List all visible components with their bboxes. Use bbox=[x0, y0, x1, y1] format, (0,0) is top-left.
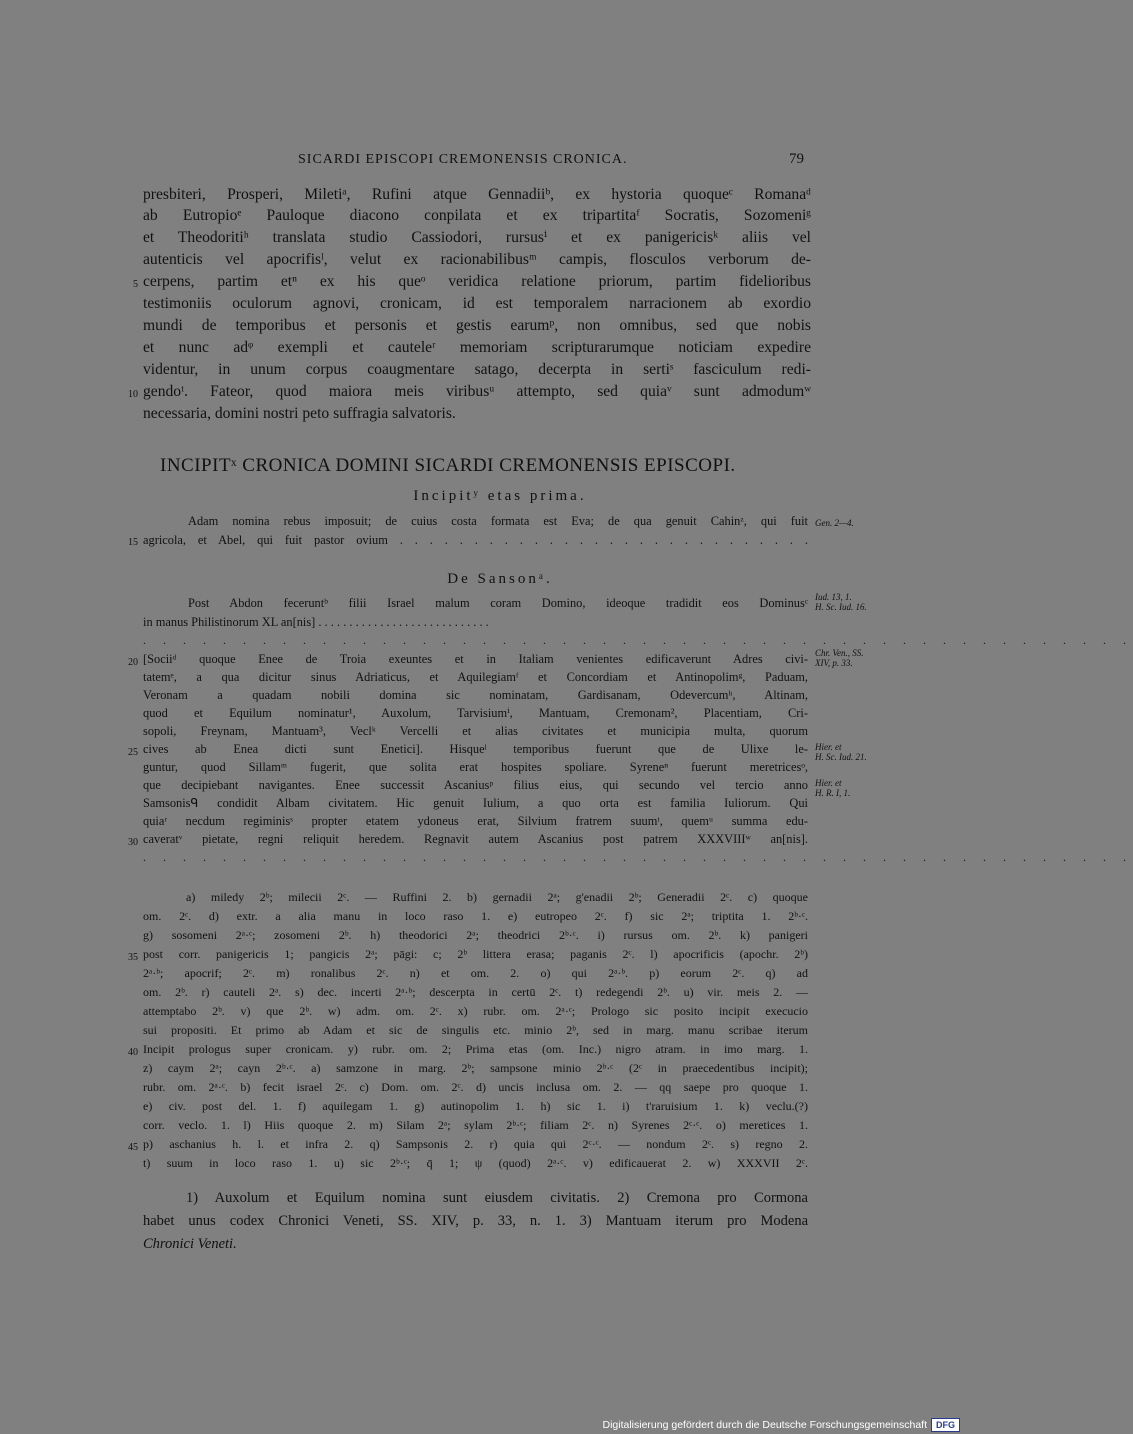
text-line: Samsonisᑫ condidit Albam civitatem. Hic genuit Iulium, a quo orta est familia Iuliorum. Qui bbox=[143, 796, 808, 810]
margin-reference: Gen. 2—4. bbox=[815, 518, 854, 528]
line-number: 30 bbox=[128, 837, 138, 848]
apparatus-line: e) civ. post del. 1. f) aquilegam 1. g) autinopolim 1. h) sic 1. i) t'raruisium 1. k) veclu.(?) bbox=[143, 1099, 808, 1113]
line-number: 5 bbox=[133, 279, 138, 290]
margin-reference-line: Iud. 13, 1. bbox=[815, 592, 852, 602]
margin-reference bbox=[815, 778, 850, 798]
text-line: Veronam a quadam nobili domina sic nominatam, Gardisanam, Odeverᴄumʰ, Altinam, bbox=[143, 688, 808, 702]
apparatus-line: a) miledy 2ᵇ; milecii 2ᶜ. — Ruffini 2. b) gernadii 2ᵃ; g'enadii 2ᵇ; Generadii 2ᶜ. c) quoque bbox=[186, 890, 808, 904]
apparatus-line: post corr. panigericis 1; pangicis 2ᵃ; pāgi: c; 2ᵇ littera erasa; paganis 2ᶜ. l) apocrificis (apochr. 2ᵇ) bbox=[143, 947, 808, 961]
text-line: presbiteri, Prosperi, Miletiᵃ, Rufini atque Gennadiiᵇ, ex hystoria quoqueᶜ Romanaᵈ bbox=[143, 186, 811, 203]
text-line: et nunc adᵠ exempli et cauteleʳ memoriam scripturarumque noticiam expedire bbox=[143, 339, 811, 356]
line-number: 20 bbox=[128, 657, 138, 668]
text-line: sopoli, Freynam, Mantuam³, Veclᵏ Vercelli et alias civitates et municipia multa, quorum bbox=[143, 724, 808, 738]
subsection-title: De Sansonᵃ. bbox=[447, 571, 553, 587]
text-line: tatemᵉ, a qua dicitur sinus Adriaticus, et Aquilegiamᶠ et Concordiam et Antinopolimᵍ, Paduam, bbox=[143, 670, 808, 684]
text-line: Adam nomina rebus imposuit; de cuius costa formata est Eva; de qua genuit Cahinᶻ, qui fuit bbox=[188, 514, 808, 528]
text-line: caveratᵛ pietate, regni reliquit heredem. Regnavit autem Ascanius post patrem XXXVIIIʷ an[nis]. bbox=[143, 832, 808, 846]
margin-reference-line: Hier. et bbox=[815, 742, 842, 752]
text-line: Post Abdon feceruntᵇ filii Israel malum coram Domino, ideoque tradidit eos Dominusᶜ bbox=[188, 596, 808, 610]
text-line: necessaria, domini nostri peto suffragia salvatoris. bbox=[143, 405, 456, 422]
text-line: gendoᵗ. Fateor, quod maiora meis viribusᵘ attempto, sed quiaᵛ sunt admodumʷ bbox=[143, 383, 811, 400]
footnote-line: 1) Auxolum et Equilum nomina sunt eiusdem civitatis. 2) Cremona pro Cormona bbox=[186, 1190, 808, 1206]
margin-reference-line: H. Sc. Iud. 16. bbox=[815, 602, 867, 612]
margin-reference-line: Hier. et bbox=[815, 778, 842, 788]
margin-reference bbox=[815, 742, 867, 762]
text-line: agricola, et Abel, qui fuit pastor ovium . . . . . . . . . . . . . . . . . . . . . . . . . . . . bbox=[143, 533, 808, 547]
text-line: quiaʳ necdum regiminisˢ propter etatem ydoneus erat, Silvium fratrem suumᵗ, quemᵘ summa edu- bbox=[143, 814, 808, 828]
text-line: testimoniis oculorum agnovi, cronicam, id est temporalem narracionem ab exordio bbox=[143, 295, 811, 312]
apparatus-line: t) suum in loco raso 1. u) sic 2ᵇ·ᶜ; q̄ 1; ψ (quod) 2ᵃ·ᶜ. v) edificauerat 2. w) XXXVII 2ᶜ. bbox=[143, 1156, 808, 1170]
ellipsis-dots: . . . . . . . . . . . . . . . . . . . . . . . . . . . . . . . . . . . . . . . . . . . . . . . . . . bbox=[143, 633, 1133, 647]
apparatus-line: 2ᵃ·ᵇ; apocrif; 2ᶜ. m) ronalibus 2ᶜ. n) et om. 2. o) qui 2ᵃ·ᵇ. p) eorum 2ᶜ. q) ad bbox=[143, 966, 808, 980]
margin-reference bbox=[815, 592, 867, 612]
credit-text: Digitalisierung gefördert durch die Deutsche Forschungsgemeinschaft bbox=[602, 1419, 927, 1431]
apparatus-line: rubr. om. 2ᵃ·ᶜ. b) fecit israel 2ᶜ. c) Dom. om. 2ᶜ. d) uncis inclusa om. 2. — qq saepe pro quoque 1. bbox=[143, 1080, 808, 1094]
line-number: 45 bbox=[128, 1142, 138, 1153]
text-line: in manus Philistinorum XL an[nis] . . . . . . . . . . . . . . . . . . . . . . . . . . . . bbox=[143, 615, 489, 629]
text-line: guntur, quod Sillamᵐ fugerit, que solita erat hospites spoliare. Syreneⁿ fuerunt meretricesᵒ, bbox=[143, 760, 808, 774]
text-line: autenticis vel apocrifisˡ, velut ex racionabilibusᵐ campis, flosculos verborum de- bbox=[143, 251, 811, 268]
text-line: cerpens, partim etⁿ ex his queᵒ veridica relatione priorum, partim fidelioribus bbox=[143, 273, 811, 290]
margin-reference bbox=[815, 648, 864, 668]
apparatus-line: attemptabo 2ᵇ. v) que 2ᵇ. w) adm. om. 2ᶜ. x) rubr. om. 2ᵃ·ᶜ; Prologo sic posito incipit execucio bbox=[143, 1004, 808, 1018]
apparatus-line: corr. veclo. 1. l) Hiis quoque 2. m) Silam 2ᵃ; sylam 2ᵇ·ᶜ; filiam 2ᶜ. n) Syrenes 2ᶜ·ᶜ. o) meretices 1. bbox=[143, 1118, 808, 1132]
text-line: quod et Equilum nominatur¹, Auxolum, Tarvisiumⁱ, Mantuam, Cremonam², Placentiam, Cri- bbox=[143, 706, 808, 720]
apparatus-line: sui propositi. Et primo ab Adam et sic de singulis etc. minio 2ᵇ, sed in marg. manu scribae iterum bbox=[143, 1023, 808, 1037]
margin-reference-line: H. Sc. Iud. 21. bbox=[815, 752, 867, 762]
line-number: 35 bbox=[128, 952, 138, 963]
section-title: INCIPITˣ CRONICA DOMINI SICARDI CREMONENSIS EPISCOPI. bbox=[160, 455, 736, 476]
apparatus-line: z) caym 2ᵃ; cayn 2ᵇ·ᶜ. a) samzone in marg. 2ᵇ; sampsone minio 2ᵇ·ᶜ (2ᶜ in praecedentibus incipit); bbox=[143, 1061, 808, 1075]
apparatus-line: g) sosomeni 2ᵃ·ᶜ; zosomeni 2ᵇ. h) theodorici 2ᵃ; theodrici 2ᵇ·ᶜ. i) rursus om. 2ᵇ. k) panigeri bbox=[143, 928, 808, 942]
text-line: [Sociiᵈ quoque Enee de Troia exeuntes et in Italiam venientes edificaverunt Adres civi- bbox=[143, 652, 808, 666]
margin-reference-line: Chr. Ven., SS. bbox=[815, 648, 864, 658]
line-number: 15 bbox=[128, 537, 138, 548]
apparatus-line: om. 2ᵇ. r) cauteli 2ᵃ. s) dec. incerti 2ᵃ·ᵇ; descerpta in certū 2ᶜ. t) redegendi 2ᵇ. u) vir. meis 2. — bbox=[143, 985, 808, 999]
subsection-title: Incipitʸ etas prima. bbox=[413, 488, 587, 504]
line-number: 40 bbox=[128, 1047, 138, 1058]
text-line: cives ab Enea dicti sunt Enetici]. Hisqueˡ temporibus fuerunt que de Ulixe le- bbox=[143, 742, 808, 756]
text-line: mundi de temporibus et personis et gestis earumᵖ, non omnibus, sed que nobis bbox=[143, 317, 811, 334]
page-number: 79 bbox=[789, 151, 804, 167]
line-number: 25 bbox=[128, 747, 138, 758]
apparatus-line: Incipit prologus super cronicam. y) rubr. om. 2; Prima etas (om. Inc.) nigro atram. in imo marg. 1. bbox=[143, 1042, 808, 1056]
text-line: ab Eutropioᵉ Pauloque diacono conpilata et ex tripartitaᶠ Socratis, Sozomeniᵍ bbox=[143, 207, 811, 224]
text-line: que decipiebant navigantes. Enee successit Ascaniusᵖ filius eius, qui secundo vel tercio anno bbox=[143, 778, 808, 792]
footnote-line: Chronici Veneti. bbox=[143, 1236, 237, 1252]
margin-reference-line: XIV, p. 33. bbox=[815, 658, 853, 668]
text-line: videntur, in unum corpus coaugmentare satago, decerpta in sertiˢ fasciculum redi- bbox=[143, 361, 811, 378]
digitization-credit bbox=[602, 1418, 960, 1432]
margin-reference-line: H. R. I, 1. bbox=[815, 788, 851, 798]
text-line: et Theodoritiʰ translata studio Cassiodori, rursusⁱ et ex panigericisᵏ aliis vel bbox=[143, 229, 811, 246]
ellipsis-dots: . . . . . . . . . . . . . . . . . . . . . . . . . . . . . . . . . . . . . . . . . . . . . . . . . . bbox=[143, 850, 1133, 864]
line-number: 10 bbox=[128, 389, 138, 400]
running-header: SICARDI EPISCOPI CREMONENSIS CRONICA. bbox=[298, 152, 628, 167]
apparatus-line: om. 2ᶜ. d) extr. a alia manu in loco raso 1. e) eutropeo 2ᶜ. f) sic 2ᵃ; triptita 1. 2ᵇ·ᶜ. bbox=[143, 909, 808, 923]
dfg-logo: DFG bbox=[931, 1418, 960, 1432]
apparatus-line: p) aschanius h. l. et infra 2. q) Sampsonis 2. r) quia qui 2ᶜ·ᶜ. — nondum 2ᶜ. s) regno 2. bbox=[143, 1137, 808, 1151]
footnote-line: habet unus codex Chronici Veneti, SS. XIV, p. 33, n. 1. 3) Mantuam iterum pro Modena bbox=[143, 1213, 808, 1229]
